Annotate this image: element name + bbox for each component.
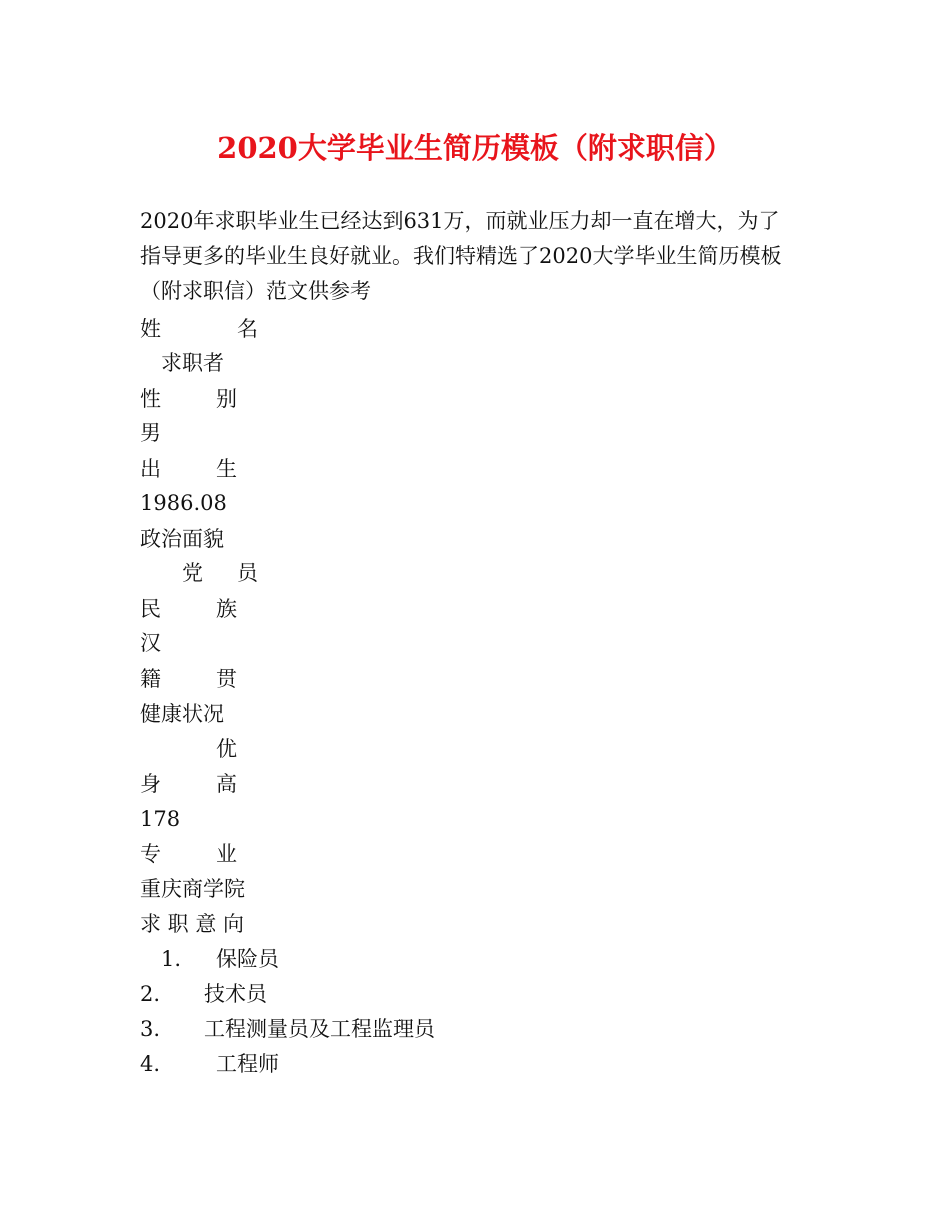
- political-value-part2: 员: [237, 561, 258, 585]
- name-value: 求职者: [161, 351, 224, 375]
- ethnicity-label-part1: 民: [140, 597, 161, 621]
- document-title: 2020大学毕业生简历模板（附求职信）: [217, 131, 733, 165]
- birth-label-part2: 生: [216, 457, 237, 481]
- name-label-part2: 名: [237, 317, 258, 341]
- intro-paragraph: [140, 204, 830, 309]
- job-item-number-3: 3.: [140, 1017, 161, 1041]
- height-label-part1: 身: [140, 772, 161, 796]
- job-item-text-2: 技术员: [204, 982, 267, 1006]
- ethnicity-value: 汉: [140, 631, 161, 655]
- political-value-part1: 党: [182, 561, 203, 585]
- job-item-text-3: 工程测量员及工程监理员: [204, 1017, 435, 1041]
- intro-line-3: （附求职信）范文供参考: [140, 279, 371, 303]
- birth-value: 1986.08: [140, 491, 227, 515]
- job-intention-label: 求 职 意 向: [140, 912, 245, 936]
- job-item-text-1: 保险员: [216, 947, 279, 971]
- major-label-part2: 业: [216, 842, 237, 866]
- health-value: 优: [216, 737, 237, 761]
- origin-label-part1: 籍: [140, 667, 161, 691]
- birth-label-part1: 出: [140, 457, 161, 481]
- gender-value: 男: [140, 421, 161, 445]
- name-label-part1: 姓: [140, 317, 161, 341]
- gender-label-part2: 别: [216, 387, 237, 411]
- job-item-number-1: 1.: [161, 947, 182, 971]
- job-item-number-4: 4.: [140, 1052, 161, 1076]
- health-label: 健康状况: [140, 702, 224, 726]
- major-label-part1: 专: [140, 842, 161, 866]
- job-item-text-4: 工程师: [216, 1052, 279, 1076]
- height-value: 178: [140, 807, 181, 831]
- origin-label-part2: 贯: [216, 667, 237, 691]
- job-item-number-2: 2.: [140, 982, 161, 1006]
- political-label: 政治面貌: [140, 527, 224, 551]
- height-label-part2: 高: [216, 772, 237, 796]
- ethnicity-label-part2: 族: [216, 597, 237, 621]
- gender-label-part1: 性: [140, 387, 161, 411]
- intro-line-1: 2020年求职毕业生已经达到631万，而就业压力却一直在增大，为了: [140, 209, 780, 233]
- school-value: 重庆商学院: [140, 877, 245, 901]
- intro-line-2: 指导更多的毕业生良好就业。我们特精选了2020大学毕业生简历模板: [140, 244, 782, 268]
